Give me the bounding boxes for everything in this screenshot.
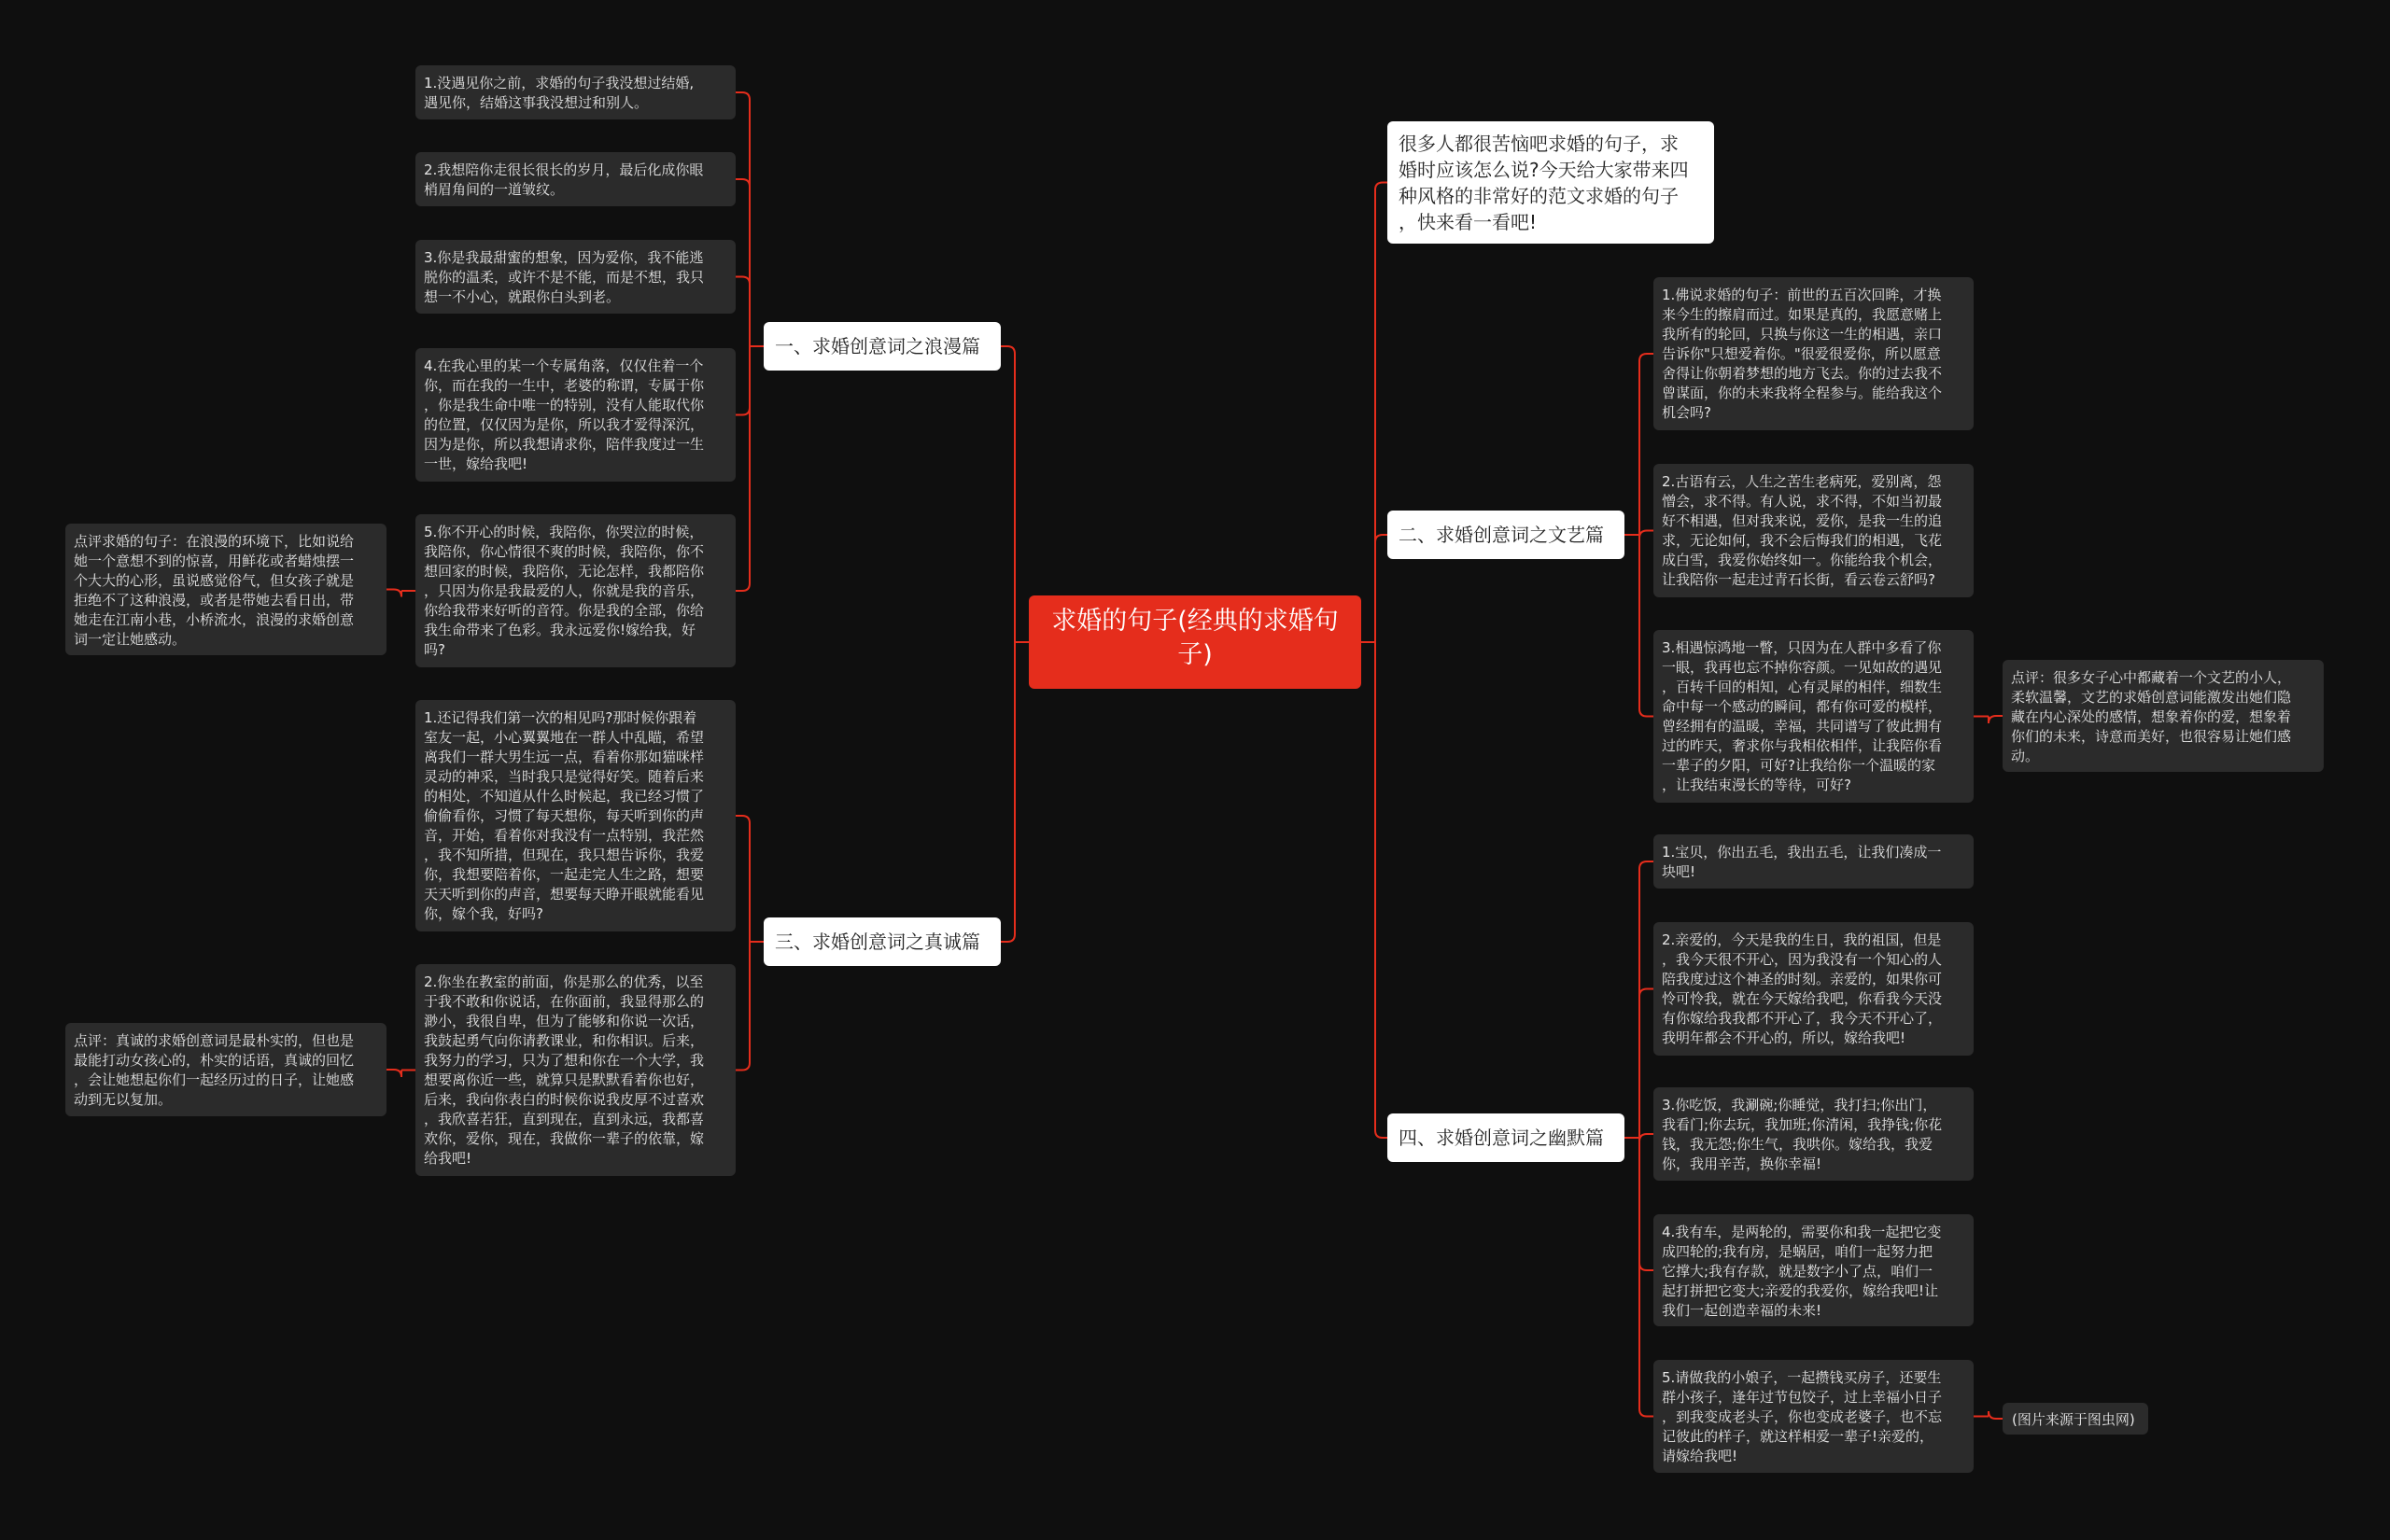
humorous-link-1 xyxy=(1639,989,1653,1139)
humorous-source-link-0 xyxy=(1989,1411,2003,1419)
root-right-link-2 xyxy=(1375,642,1387,1138)
humorous-item-2[interactable]: 2.亲爱的，今天是我的生日，我的祖国，但是 ，我今天很不开心，因为我没有一个知心的人 陪我度过这个神圣的时刻。亲爱的，如果你可 怜可怜我，就在今天嫁给我吧，你看我今天没 有你嫁给我我都不开心了，我今天不开心了， 我明年都会不开心的，所以，嫁给我吧! xyxy=(1653,922,1974,1056)
literary-comment-link-0 xyxy=(1989,716,2003,723)
romantic-item-3[interactable]: 3.你是我最甜蜜的想象，因为爱你，我不能逃 脱你的温柔，或许不是不能，而是不想，我只 想一不小心，就跟你白头到老。 xyxy=(415,240,736,314)
literary-item-3[interactable]: 3.相遇惊鸿地一瞥，只因为在人群中多看了你 一眼，我再也忘不掉你容颜。一见如故的遇见 ，百转千回的相知，心有灵犀的相伴，细数生 命中每一个感动的瞬间，都有你可爱的模样， 曾经拥有的温暖，幸福，共同谱写了彼此拥有 过的昨天，奢求你与我相依相伴，让我陪你看 一辈子的夕阳，可好?让我给你一个温暖的家 ，让我结束漫长的等待，可好? xyxy=(1653,630,1974,803)
humorous-item-1[interactable]: 1.宝贝，你出五毛，我出五毛，让我们凑成一 块吧! xyxy=(1653,834,1974,889)
root-left-link-0 xyxy=(1001,346,1015,642)
humorous-link-0 xyxy=(1639,861,1653,1138)
branch-humorous[interactable]: 四、求婚创意词之幽默篇 xyxy=(1387,1113,1624,1162)
literary-item-1[interactable]: 1.佛说求婚的句子：前世的五百次回眸，才换 来今生的擦肩而过。如果是真的，我愿意赌上 我所有的轮回，只换与你这一生的相遇，亲口 告诉你"只想爱着你。"很爱很爱你，所以愿意 舍得让你朝着梦想的地方飞去。你的过去我不 曾谋面，你的未来我将全程参与。能给我这个 机会吗? xyxy=(1653,277,1974,430)
humorous-item-4[interactable]: 4.我有车，是两轮的，需要你和我一起把它变 成四轮的;我有房，是蜗居，咱们一起努力把 它撑大;我有存款，就是数字小了点，咱们一 起打拼把它变大;亲爱的我爱你，嫁给我吧!让 我们一起创造幸福的未来! xyxy=(1653,1214,1974,1326)
humorous-link-4 xyxy=(1639,1138,1653,1417)
literary-link-0 xyxy=(1639,354,1653,535)
root-left-link-1 xyxy=(1001,642,1015,942)
image-source-note[interactable]: (图片来源于图虫网) xyxy=(2003,1403,2148,1435)
literary-item-2[interactable]: 2.古语有云，人生之苦生老病死，爱别离，怨 憎会，求不得。有人说，求不得，不如当初最 好不相遇，但对我来说，爱你，是我一生的追 求，无论如何，我不会后悔我们的相遇，飞花 成白雪，我爱你始终如一。你能给我个机会， 让我陪你一起走过青石长街，看云卷云舒吗? xyxy=(1653,464,1974,597)
branch-sincere[interactable]: 三、求婚创意词之真诚篇 xyxy=(764,917,1001,966)
romantic-item-5[interactable]: 5.你不开心的时候，我陪你，你哭泣的时候， 我陪你，你心情很不爽的时候，我陪你，你不 想回家的时候，我陪你，无论怎样，我都陪你 ，只因为你是我最爱的人，你就是我的音乐， 你给我带来好听的音符。你是我的全部，你给 我生命带来了色彩。我永远爱你!嫁给我，好 吗? xyxy=(415,514,736,667)
romantic-link-3 xyxy=(736,346,750,415)
romantic-link-4 xyxy=(736,346,750,591)
branch-literary[interactable]: 二、求婚创意词之文艺篇 xyxy=(1387,511,1624,559)
romantic-comment-link-0 xyxy=(387,590,401,597)
romantic-link-2 xyxy=(736,277,750,347)
romantic-link-0 xyxy=(736,92,750,346)
root-node[interactable]: 求婚的句子(经典的求婚句 子) xyxy=(1029,595,1361,689)
branch-romantic[interactable]: 一、求婚创意词之浪漫篇 xyxy=(764,322,1001,371)
intro-node[interactable]: 很多人都很苦恼吧求婚的句子，求 婚时应该怎么说?今天给大家带来四 种风格的非常好的范文求婚的句子 ，快来看一看吧! xyxy=(1387,121,1714,244)
humorous-link-2 xyxy=(1639,1134,1653,1141)
literary-link-2 xyxy=(1639,535,1653,717)
romantic-comment[interactable]: 点评求婚的句子：在浪漫的环境下，比如说给 她一个意想不到的惊喜，用鲜花或者蜡烛摆一 个大大的心形，虽说感觉俗气，但女孩子就是 拒绝不了这种浪漫，或者是带她去看日出，带 她走在江南小巷，小桥流水，浪漫的求婚创意 词一定让她感动。 xyxy=(65,524,387,655)
sincere-link-0 xyxy=(736,816,750,942)
romantic-item-2[interactable]: 2.我想陪你走很长很长的岁月，最后化成你眼 梢眉角间的一道皱纹。 xyxy=(415,152,736,206)
sincere-comment-link-0 xyxy=(387,1070,401,1077)
humorous-item-5[interactable]: 5.请做我的小娘子，一起攒钱买房子，还要生 群小孩子，逢年过节包饺子，过上幸福小日子 ，到我变成老头子，你也变成老婆子，也不忘 记彼此的样子，就这样相爱一辈子!亲爱的， 请嫁给我吧! xyxy=(1653,1360,1974,1473)
romantic-link-1 xyxy=(736,179,750,346)
humorous-link-3 xyxy=(1639,1138,1653,1270)
root-right-link-0 xyxy=(1375,183,1387,643)
root-right-link-1 xyxy=(1375,535,1387,642)
romantic-item-1[interactable]: 1.没遇见你之前，求婚的句子我没想过结婚, 遇见你，结婚这事我没想过和别人。 xyxy=(415,65,736,119)
sincere-link-1 xyxy=(736,942,750,1071)
sincere-item-1[interactable]: 1.还记得我们第一次的相见吗?那时候你跟着 室友一起，小心翼翼地在一群人中乱瞄，希望 离我们一群大男生远一点，看着你那如猫咪样 灵动的神采，当时我只是觉得好笑。随着后来 的相处，不知道从什么时候起，我已经习惯了 偷偷看你，习惯了每天想你，每天听到你的声 音，开始，看着你对我没有一点特别，我茫然 ，我不知所措，但现在，我只想告诉你，我爱 你，我想要陪着你，一起走完人生之路，想要 天天听到你的声音，想要每天睁开眼就能看见 你，嫁个我，好吗? xyxy=(415,700,736,931)
humorous-item-3[interactable]: 3.你吃饭，我涮碗;你睡觉，我打扫;你出门， 我看门;你去玩，我加班;你清闲，我挣钱;你花 钱，我无怨;你生气，我哄你。嫁给我，我爱 你，我用辛苦，换你幸福! xyxy=(1653,1087,1974,1181)
romantic-item-4[interactable]: 4.在我心里的某一个专属角落，仅仅住着一个 你，而在我的一生中，老婆的称谓，专属于你 ，你是我生命中唯一的特别，没有人能取代你 的位置，仅仅因为是你，所以我才爱得深沉， 因为是你，所以我想请求你，陪伴我度过一生 一世，嫁给我吧! xyxy=(415,348,736,482)
sincere-item-2[interactable]: 2.你坐在教室的前面，你是那么的优秀，以至 于我不敢和你说话，在你面前，我显得那么的 渺小，我很自卑，但为了能够和你说一次话， 我鼓起勇气向你请教课业，和你相识。后来， 我努力的学习，只为了想和你在一个大学，我 想要离你近一些，就算只是默默看着你也好， 后来，我向你表白的时候你说我皮厚不过喜欢 ，我欣喜若狂，直到现在，直到永远，我都喜 欢你，爱你，现在，我做你一辈子的依靠，嫁 给我吧! xyxy=(415,964,736,1176)
sincere-comment[interactable]: 点评：真诚的求婚创意词是最朴实的，但也是 最能打动女孩心的，朴实的话语，真诚的回忆 ，会让她想起你们一起经历过的日子，让她感 动到无以复加。 xyxy=(65,1023,387,1116)
literary-link-1 xyxy=(1639,531,1653,539)
literary-comment[interactable]: 点评：很多女子心中都藏着一个文艺的小人， 柔软温馨，文艺的求婚创意词能激发出她们隐 藏在内心深处的感情，想象着你的爱，想象着 你们的未来，诗意而美好，也很容易让她们感 动。 xyxy=(2003,660,2324,772)
